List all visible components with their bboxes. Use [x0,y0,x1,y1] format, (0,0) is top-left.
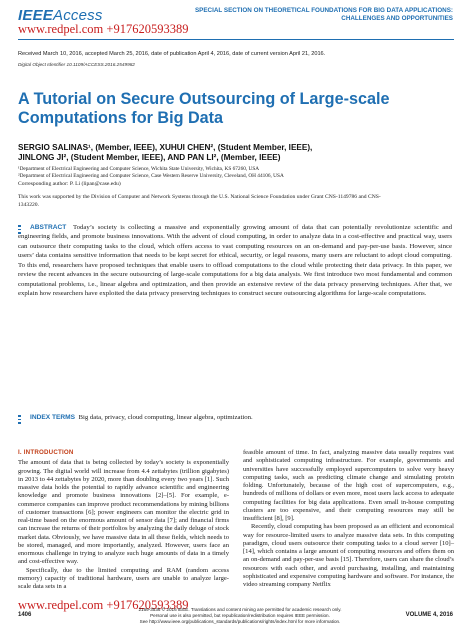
doi-line[interactable]: Digital Object Identifier 10.1109/ACCESS.2016.2549982 [18,62,135,67]
abstract-text: Today’s society is collecting a massive and exponentially growing amount of data that can potentially revolutionize scientific and engineering fields, and promote business innovations. With the advent of cloud computing, in order to analyze data in a cost-effective and practical way, users can outsource their computing tasks to the cloud, which offers access to vast computing resources on an on-demand and pay-per-use basis. However, since users’ data contains sensitive information that needs to be kept secret for ethical, security, or legal reasons, many users are reluctant to adopt cloud computing. To this end, researchers have proposed techniques that enable users to offload computations to the cloud while protecting their data privacy. In this paper, we review the recent advances in the secure outsourcing of large-scale computations for a big data analysis. We first introduce two most fundamental and common computational problems, i.e., linear algebra and optimization, and then provide an extensive review of the data privacy preserving techniques. After that, we explain how researchers have exploited the data privacy preserving techniques to construct secure outsourcing algorithms for large-scale computations. [18,224,452,298]
copyright-notice [90,607,390,626]
logo-brand: IEEE [18,7,53,24]
page-number: 1406 [18,612,32,618]
section-heading-introduction: I. INTRODUCTION [18,449,74,456]
intro-paragraph-2: Specifically, due to the limited computing and RAM (random access memory) capacity of traditional hardware, users are unable to analyze large-scale data sets in a [18,566,229,590]
intro-paragraph-4: Recently, cloud computing has been proposed as an efficient and economical way for resource-limited users to analyze massive data sets. In this computing paradigm, cloud users outsource their computing tasks to a cloud server [10]–[14], which contains a large amount of computing resources and offers them on an on-demand and pay-per-use basis [15]. Therefore, users can share the cloud’s resources with each other, and avoid purchasing, installing, and maintaining sophisticated and expensive computing hardware and software. For instance, the video streaming company Netflix [243,523,454,588]
affiliation-2: ²Department of Electrical Engineering and Computer Science, Case Western Reserve University, Cleveland, OH 44106, USA [18,172,284,179]
affiliations [18,166,454,179]
index-terms-label: INDEX TERMS [30,414,76,421]
rights-link-line[interactable]: See http://www.ieee.org/publications_standards/publications/rights/index.html for more information. [139,619,341,625]
index-terms [18,414,452,421]
abstract [18,223,452,299]
special-section-line1: SPECIAL SECTION ON THEORETICAL FOUNDATIONS FOR BIG DATA APPLICATIONS: [194,7,453,14]
issn-line: 2169-3536 © 2016 IEEE. Translations and content mining are permitted for academic research only. [138,607,342,612]
body-column-left [18,449,229,591]
affiliation-1: ¹Department of Electrical Engineering and Computer Science, Wichita State University, Wichita, KS 67260, USA [18,166,260,172]
special-section-line2: CHALLENGES AND OPPORTUNITIES [341,15,453,23]
volume-label: VOLUME 4, 2016 [405,612,453,618]
body-column-right [243,449,454,589]
authors-line2: JINLONG JI², (Student Member, IEEE), AND PAN LI², (Member, IEEE) [18,153,281,163]
corresponding-author: Corresponding author: P. Li (lipan@case.edu) [18,181,121,187]
logo-word: Access [52,7,103,24]
special-section-header [153,7,453,24]
author-list [18,143,438,164]
header-rule [18,39,454,40]
authors-line1: SERGIO SALINAS¹, (Member, IEEE), XUHUI CHEN², (Student Member, IEEE), [18,143,313,152]
intro-paragraph-3: feasible amount of time. In fact, analyzing massive data usually requires vast and sophisticated computing infrastructure. For example, governments and universities have successfully employed supercomputers to solve very heavy computing tasks, such as predicting climate change and simulating protein folding. Unfortunately, because of the high cost of supercomputers, e.g., hundreds of millions of dollars or even more, most users lack access to adequate computing facilities for big data applications. Even small in-house computing clusters are too expensive, and their computing resources may still be insufficient [8], [9]. [243,449,454,522]
received-dates: Received March 10, 2016, accepted March 25, 2016, date of publication April 4, 2016, date of current version April 21, 2016. [18,51,326,57]
paper-title: A Tutorial on Secure Outsourcing of Large-scale Computations for Big Data [18,90,390,127]
index-terms-text: Big data, privacy, cloud computing, linear algebra, optimization. [78,414,253,421]
funding-note: This work was supported by the Division of Computer and Network Systems through the U.S. National Science Foundation under Grant CNS-1149786 and CNS-1343220. [18,194,381,208]
permission-line: Personal use is also permitted, but republication/redistribution requires IEEE permission. [150,613,330,619]
watermark-bottom[interactable]: www.redpel.com +917620593389 [18,598,192,613]
abstract-label: ABSTRACT [30,224,67,231]
watermark-top[interactable]: www.redpel.com +917620593389 [18,22,189,36]
intro-paragraph-1: The amount of data that is being collected by today’s society is exponentially growing. The digital world will increase from 4.4 zettabytes (trillion gigabytes) in 2013 to 44 zettabytes by 2020, more than doubling every two years [1]. Such massive data holds the potential to rapidly advance scientific and engineering knowledge and promote business innovations [2]–[5]. For example, e-commerce companies can improve product recommendations by mining billions of customer transactions [6]; power engineers can monitor the electric grid in real-time based on the enormous amount of sensor data [7]; and financial firms can increase the returns of their portfolios by analyzing the daily deluge of stock market data. Obviously, we have massive data in all these fields, which needs to be stored, managed, and more importantly, analyzed. However, users face an enormous challenge in trying to analyze such huge amounts of data in a timely and cost-effective way. [18,459,229,566]
